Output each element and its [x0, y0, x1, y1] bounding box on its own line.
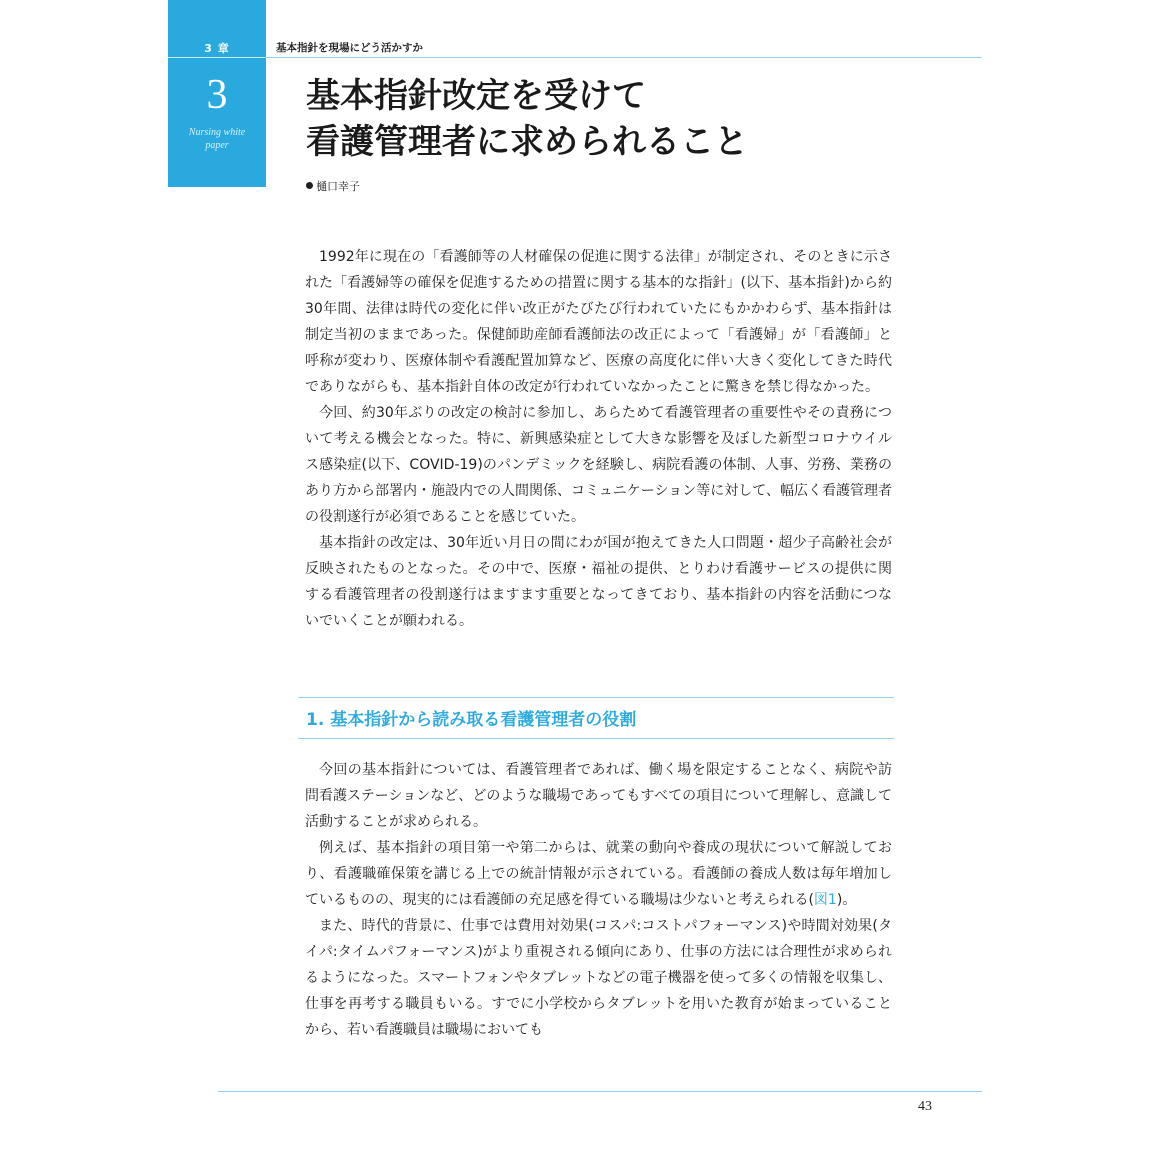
section-1-paragraph-1: 今回の基本指針については、看護管理者であれば、働く場を限定することなく、病院や訪問看護ステーションなど、どのような職場であってもすべての項目について理解し、意識して活動することが求められる。 [305, 762, 892, 830]
chapter-label: 3 章 [204, 42, 230, 55]
chapter-divider [168, 57, 266, 58]
intro-paragraph-1: 1992年に現在の「看護師等の人材確保の促進に関する法律」が制定され、そのときに示された「看護婦等の確保を促進するための措置に関する基本的な指針」(以下、基本指針)から約30年間、法律は時代の変化に伴い改正がたびたび行われていたにもかかわらず、基本指針は制定当初のままであった。保健師助産師看護師法の改正によって「看護婦」が「看護師」と呼称が変わり、医療体制や看護配置加算など、医療の高度化に伴い大きく変化してきた時代でありながらも、基本指針自体の改定が行われていなかったことに驚きを禁じ得なかった。 [305, 249, 892, 395]
footer-rule [218, 1091, 982, 1092]
intro-paragraph-2: 今回、約30年ぶりの改定の検討に参加し、あらためて看護管理者の重要性やその責務について考える機会となった。特に、新興感染症として大きな影響を及ぼした新型コロナウイルス感染症(以下、COVID-19)のパンデミックを経験し、病院看護の体制、人事、労務、業務のあり方から部署内・施設内での人間関係、コミュニケーション等に対して、幅広く看護管理者の役割遂行が必須であることを感じていた。 [305, 405, 892, 525]
chapter-subtitle: Nursing white paper [188, 127, 246, 151]
header-rule [266, 57, 982, 58]
article-title [306, 73, 748, 165]
paragraph-2-text-a: 例えば、基本指針の項目第一や第二からは、就業の動向や養成の現状について解説しており、看護職確保策を講じる上での統計情報が示されている。看護師の養成人数は毎年増加しているものの、現実的には看護師の充足感を得ている職場は少ないと考えられる( [305, 840, 892, 908]
chapter-number: 3 [206, 72, 228, 118]
author-name: 樋口幸子 [316, 180, 360, 193]
author-bullet-icon [306, 182, 313, 189]
section-1-paragraph-2 [305, 835, 892, 913]
article-title-line-1: 基本指針改定を受けて [306, 76, 646, 116]
page-number: 43 [918, 1099, 932, 1114]
section-1-paragraph-3: また、時代的背景に、仕事では費用対効果(コスパ:コストパフォーマンス)や時間対効果(タイパ:タイムパフォーマンス)がより重視される傾向にあり、仕事の方法には合理性が求められるようになった。スマートフォンやタブレットなどの電子機器を使って多くの情報を収集し、仕事を再考する職員もいる。すでに小学校からタブレットを用いた教育が始まっていることから、若い看護職員は職場においても [305, 918, 892, 1038]
intro-body [305, 244, 892, 634]
article-title-line-2: 看護管理者に求められること [306, 122, 748, 162]
running-head: 基本指針を現場にどう活かすか [276, 42, 423, 54]
author-line [306, 178, 360, 194]
section-heading [298, 697, 894, 739]
intro-paragraph-3: 基本指針の改定は、30年近い月日の間にわが国が抱えてきた人口問題・超少子高齢社会が反映されたものとなった。その中で、医療・福祉の提供、とりわけ看護サービスの提供に関する看護管理者の役割遂行はますます重要となってきており、基本指針の内容を活動につないでいくことが願われる。 [305, 535, 892, 629]
section-1-body [305, 757, 892, 1043]
figure-1-link[interactable]: 図1 [813, 892, 837, 908]
paragraph-2-text-b: )。 [836, 892, 857, 908]
section-heading-text: 1. 基本指針から読み取る看護管理者の役割 [306, 710, 637, 730]
chapter-tab [168, 0, 266, 187]
